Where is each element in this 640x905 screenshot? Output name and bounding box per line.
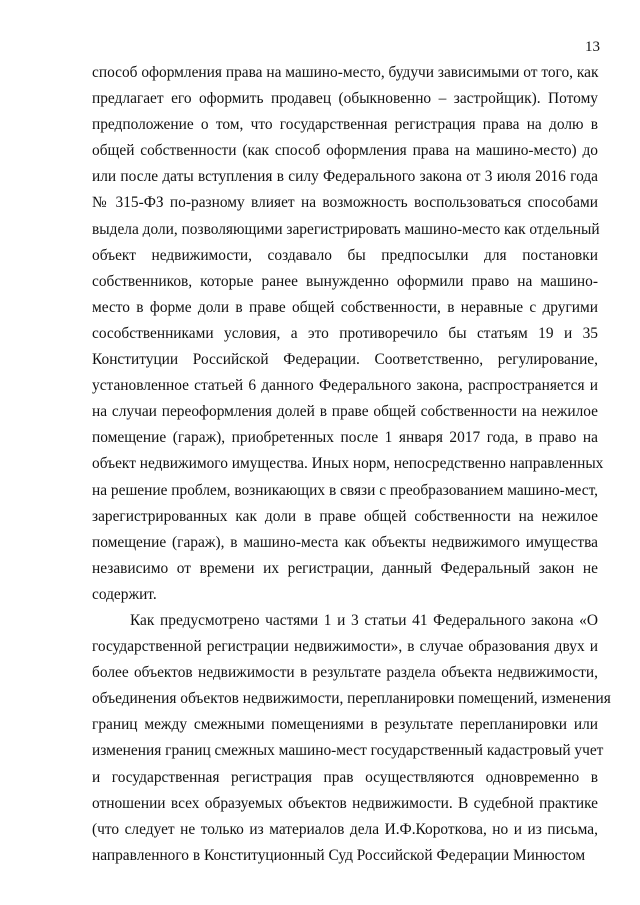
text-line: № 315-ФЗ по-разному влияет на возможность воспользоваться способами	[92, 194, 598, 212]
text-line: сособственниками условия, а это противоречило бы статьям 19 и 35	[92, 324, 598, 342]
text-line: более объектов недвижимости в результате раздела объекта недвижимости,	[92, 664, 598, 682]
page-number: 13	[585, 39, 600, 55]
text-line: установленное статьей 6 данного Федерального закона, распространяется и	[92, 377, 598, 395]
document-body	[92, 60, 611, 869]
text-line: государственной регистрации недвижимости», в случае образования двух и	[92, 638, 598, 656]
text-line: помещение (гараж), приобретенных после 1 января 2017 года, в право на	[92, 429, 598, 447]
text-line: способ оформления права на машино-место, будучи зависимыми от того, как	[92, 64, 599, 81]
text-line: объект недвижимости, создавало бы предпосылки для постановки	[92, 246, 598, 264]
text-line: место в форме доли в праве общей собственности, в неравные с другими	[92, 298, 598, 316]
text-line: Как предусмотрено частями 1 и 3 статьи 41 Федерального закона «О	[130, 611, 598, 629]
paragraph	[92, 60, 604, 608]
text-line: границ между смежными помещениями в результате перепланировки или	[92, 716, 598, 734]
text-line: предположение о том, что государственная регистрация права на долю в	[92, 116, 598, 134]
text-line: выдела доли, позволяющими зарегистрировать машино-место как отдельный	[92, 220, 600, 238]
text-line: зарегистрированных как доли в праве общей собственности на нежилое	[92, 507, 598, 525]
text-line: на решение проблем, возникающих в связи с преобразованием машино-мест,	[92, 481, 598, 499]
text-line: на случаи переоформления долей в праве общей собственности на нежилое	[92, 403, 598, 421]
text-line: и государственная регистрация прав осуществляются одновременно в	[92, 768, 598, 786]
text-line: объект недвижимого имущества. Иных норм, непосредственно направленных	[92, 455, 604, 473]
text-line: содержит.	[92, 585, 157, 603]
text-line: или после даты вступления в силу Федерального закона от 3 июля 2016 года	[92, 168, 598, 186]
text-line: общей собственности (как способ оформления права на машино-место) до	[92, 142, 598, 160]
text-line: Конституции Российской Федерации. Соответственно, регулирование,	[92, 351, 598, 369]
text-line: объединения объектов недвижимости, перепланировки помещений, изменения	[92, 690, 611, 708]
text-line: (что следует не только из материалов дела И.Ф.Короткова, но и из письма,	[92, 820, 598, 838]
text-line: собственников, которые ранее вынужденно оформили право на машино-	[92, 272, 598, 290]
paragraph	[92, 608, 611, 869]
text-line: изменения границ смежных машино-мест государственный кадастровый учет	[92, 742, 604, 760]
text-line: отношении всех образуемых объектов недвижимости. В судебной практике	[92, 794, 598, 812]
text-line: помещение (гараж), в машино-места как объекты недвижимого имущества	[92, 533, 598, 551]
text-line: независимо от времени их регистрации, данный Федеральный закон не	[92, 559, 598, 577]
text-line: предлагает его оформить продавец (обыкновенно – застройщик). Потому	[92, 90, 598, 108]
text-line: направленного в Конституционный Суд Российской Федерации Минюстом	[92, 846, 586, 864]
